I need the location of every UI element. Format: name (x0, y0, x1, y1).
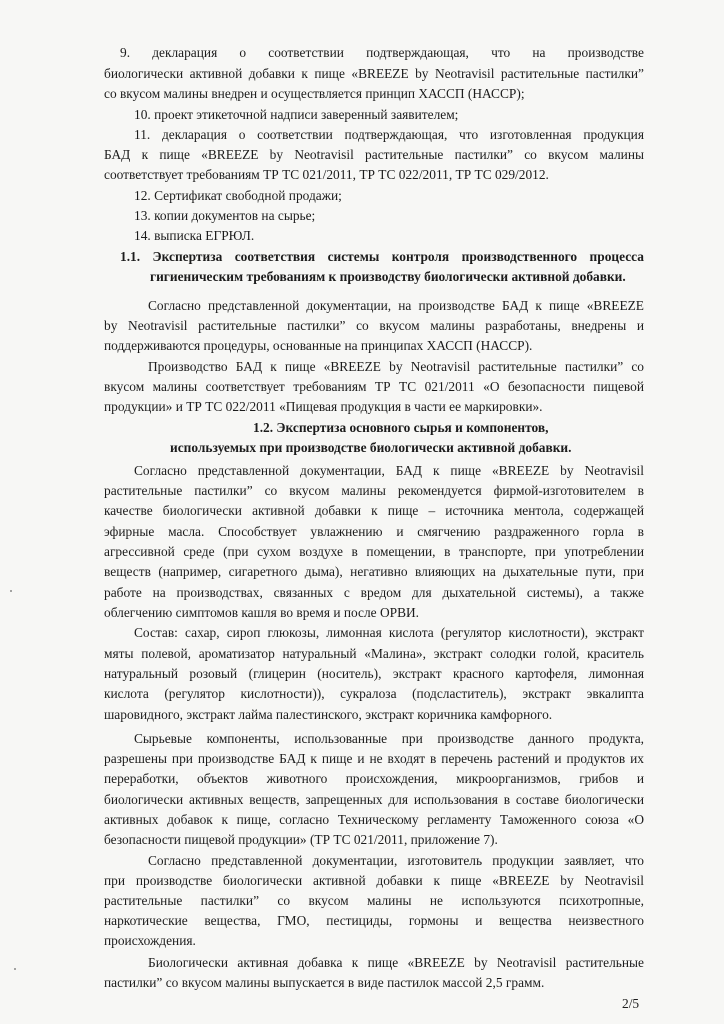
para-raw-materials-line-6: безопасности пищевой продукции» (ТР ТС 021/2011, приложение 7). (104, 832, 498, 847)
para-production-line-2: вкусом малины соответствует требованиям ТР ТС 021/2011 «О безопасности пищевой (104, 379, 644, 394)
para-form-line-2: пастилки” со вкусом малины выпускается в виде пастилок массой 2,5 грамм. (104, 975, 545, 990)
para-purpose-line-4: эфирные масла. Способствует увлажнению и смягчению раздраженного горла в (104, 524, 644, 539)
para-purpose-line-1: Согласно представленной документации, БАД к пище «BREEZE by Neotravisil (134, 463, 644, 478)
para-haccp-line-1: Согласно представленной документации, на производстве БАД к пище «BREEZE (148, 298, 644, 313)
section-1-2-heading-line-2: используемых при производстве биологически активной добавки. (170, 440, 572, 455)
para-purpose-line-7: работе на производствах, связанных с вредом для дыхательной системы), а также (104, 585, 644, 600)
section-1-2-heading-line-1: 1.2. Экспертиза основного сырья и компонентов, (253, 420, 549, 435)
section-1-1-heading-line-1: 1.1. Экспертиза соответствия системы контроля производственного процесса (120, 249, 644, 264)
para-purpose-line-8: облегчению симптомов кашля во время и после ОРВИ. (104, 605, 420, 620)
para-composition-line-1: Состав: сахар, сироп глюкозы, лимонная кислота (регулятор кислотности), экстракт (134, 625, 644, 640)
para-raw-materials-line-3: переработки, объектов животного происхождения, микроорганизмов, грибов и (104, 771, 644, 786)
para-production-line-3: продукции» и ТР ТС 022/2011 «Пищевая продукция в части ее маркировки». (104, 399, 543, 414)
para-composition-line-3: натуральный розовый (глицерин (носитель), экстракт красного картофеля, лимонная (104, 666, 644, 681)
para-declaration-line-4: наркотические вещества, ГМО, пестициды, гормоны и вещества неизвестного (104, 913, 644, 928)
para-raw-materials-line-2: разрешены при производстве БАД к пище и не входят в перечень растений и продуктов их (104, 751, 644, 766)
list-item-12: 12. Сертификат свободной продажи; (134, 188, 342, 203)
para-raw-materials-line-1: Сырьевые компоненты, использованные при производстве данного продукта, (134, 731, 644, 746)
scan-speck (14, 968, 16, 970)
para-haccp-line-2: by Neotravisil растительные пастилки” со вкусом малины разработаны, внедрены и (104, 318, 644, 333)
para-production-line-1: Производство БАД к пище «BREEZE by Neotravisil растительные пастилки” со (148, 359, 644, 374)
list-item-11-line-2: БАД к пище «BREEZE by Neotravisil растительные пастилки” со вкусом малины (104, 147, 644, 162)
page-number: 2/5 (622, 996, 640, 1011)
para-composition-line-5: шаровидного, экстракт лайма палестинского, экстракт коричника камфорного. (104, 707, 553, 722)
para-purpose-line-5: агрессивной среде (при сухом воздухе в помещении, в транспорте, при употреблении (104, 544, 644, 559)
para-purpose-line-3: качестве биологически активной добавки к пище – источника ментола, содержащей (104, 503, 644, 518)
list-item-13: 13. копии документов на сырье; (134, 208, 316, 223)
list-item-9-line-2: биологически активной добавки к пище «BREEZE by Neotravisil растительные пастилки” (104, 66, 644, 81)
para-declaration-line-1: Согласно представленной документации, изготовитель продукции заявляет, что (148, 853, 644, 868)
list-item-14: 14. выписка ЕГРЮЛ. (134, 228, 255, 243)
para-form-line-1: Биологически активная добавка к пище «BREEZE by Neotravisil растительные (148, 955, 644, 970)
list-item-11-line-1: 11. декларация о соответствии подтверждающая, что изготовленная продукция (134, 127, 644, 142)
para-declaration-line-2: при производстве биологически активной добавки к пище «BREEZE by Neotravisil (104, 873, 644, 888)
list-item-10: 10. проект этикеточной надписи заверенный заявителем; (134, 107, 459, 122)
para-declaration-line-5: происхождения. (104, 933, 196, 948)
para-raw-materials-line-5: активных добавок к пище, согласно Техническому регламенту Таможенного союза «О (104, 812, 644, 827)
para-purpose-line-2: растительные пастилки” со вкусом малины рекомендуется фирмой-изготовителем в (104, 483, 644, 498)
para-composition-line-2: мяты полевой, ароматизатор натуральный «Малина», экстракт солодки голой, краситель (104, 646, 644, 661)
list-item-11-line-3: соответствует требованиям ТР ТС 021/2011, ТР ТС 022/2011, ТР ТС 029/2012. (104, 167, 549, 182)
para-purpose-line-6: веществ (например, сигаретного дыма), негативно влияющих на дыхательные пути, при (104, 564, 644, 579)
section-1-1-heading-line-2: гигиеническим требованиям к производству биологически активной добавки. (150, 269, 626, 284)
para-declaration-line-3: растительные пастилки” со вкусом малины не используются психотропные, (104, 893, 644, 908)
scan-speck (10, 590, 12, 592)
para-raw-materials-line-4: биологически активных веществ, запрещенных для использования в составе биологически (104, 792, 644, 807)
para-haccp-line-3: поддерживаются процедуры, основанные на принципах ХАССП (НАССР). (104, 338, 533, 353)
list-item-9-line-3: со вкусом малины внедрен и осуществляется принцип ХАССП (НАССР); (104, 86, 525, 101)
list-item-9-line-1: 9. декларация о соответствии подтверждающая, что на производстве (120, 45, 644, 60)
para-composition-line-4: кислота (регулятор кислотности)), сукралоза (подсластитель), экстракт эвкалипта (104, 686, 644, 701)
